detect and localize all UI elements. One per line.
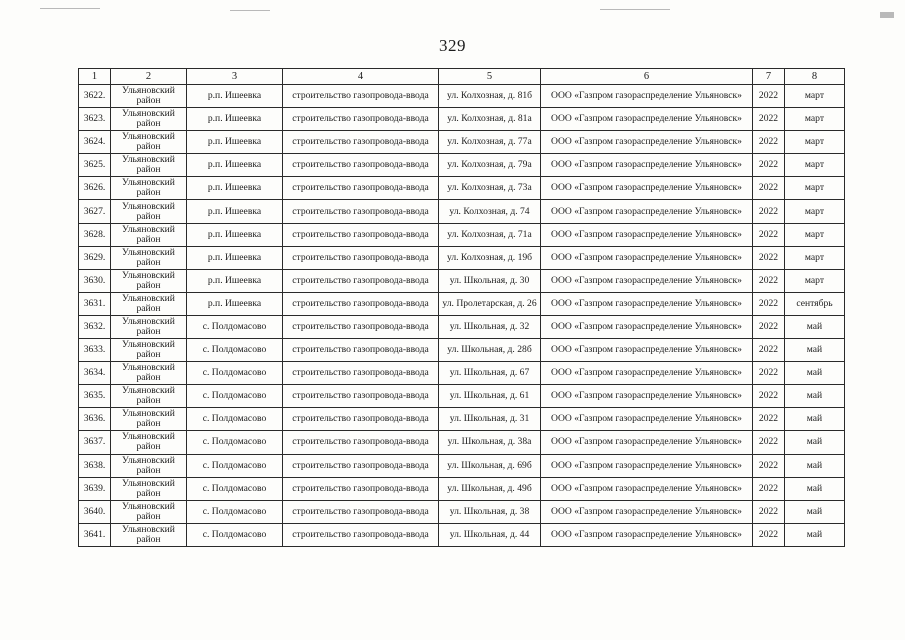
row-number-cell: 3622. — [79, 85, 111, 108]
year-cell: 2022 — [753, 315, 785, 338]
header-row — [79, 69, 845, 85]
table-row — [79, 500, 845, 523]
year-cell: 2022 — [753, 500, 785, 523]
year-cell: 2022 — [753, 362, 785, 385]
district-cell: Ульяновский район — [111, 246, 187, 269]
address-cell: ул. Школьная, д. 69б — [439, 454, 541, 477]
locality-cell: с. Полдомасово — [187, 477, 283, 500]
address-cell: ул. Колхозная, д. 77а — [439, 131, 541, 154]
table-body — [79, 85, 845, 547]
address-cell: ул. Школьная, д. 61 — [439, 385, 541, 408]
table-row — [79, 200, 845, 223]
year-cell: 2022 — [753, 408, 785, 431]
month-cell: март — [785, 131, 845, 154]
row-number-cell: 3629. — [79, 246, 111, 269]
work-type-cell: строительство газопровода-ввода — [283, 408, 439, 431]
month-cell: май — [785, 431, 845, 454]
month-cell: март — [785, 223, 845, 246]
column-header: 6 — [541, 69, 753, 85]
table-row — [79, 477, 845, 500]
year-cell: 2022 — [753, 431, 785, 454]
work-type-cell: строительство газопровода-ввода — [283, 477, 439, 500]
month-cell: март — [785, 85, 845, 108]
register-table — [78, 68, 845, 547]
table-row — [79, 362, 845, 385]
column-header: 7 — [753, 69, 785, 85]
organization-cell: ООО «Газпром газораспределение Ульяновск» — [541, 408, 753, 431]
row-number-cell: 3626. — [79, 177, 111, 200]
year-cell: 2022 — [753, 108, 785, 131]
organization-cell: ООО «Газпром газораспределение Ульяновск» — [541, 85, 753, 108]
year-cell: 2022 — [753, 385, 785, 408]
year-cell: 2022 — [753, 85, 785, 108]
locality-cell: р.п. Ишеевка — [187, 108, 283, 131]
month-cell: март — [785, 269, 845, 292]
work-type-cell: строительство газопровода-ввода — [283, 223, 439, 246]
district-cell: Ульяновский район — [111, 431, 187, 454]
address-cell: ул. Школьная, д. 49б — [439, 477, 541, 500]
address-cell: ул. Школьная, д. 38а — [439, 431, 541, 454]
district-cell: Ульяновский район — [111, 500, 187, 523]
table-row — [79, 269, 845, 292]
month-cell: март — [785, 108, 845, 131]
district-cell: Ульяновский район — [111, 269, 187, 292]
table-row — [79, 108, 845, 131]
year-cell: 2022 — [753, 292, 785, 315]
work-type-cell: строительство газопровода-ввода — [283, 108, 439, 131]
district-cell: Ульяновский район — [111, 292, 187, 315]
table-row — [79, 454, 845, 477]
address-cell: ул. Школьная, д. 38 — [439, 500, 541, 523]
district-cell: Ульяновский район — [111, 131, 187, 154]
page-number: 329 — [439, 36, 466, 55]
district-cell: Ульяновский район — [111, 315, 187, 338]
address-cell: ул. Колхозная, д. 81б — [439, 85, 541, 108]
district-cell: Ульяновский район — [111, 108, 187, 131]
month-cell: сентябрь — [785, 292, 845, 315]
table-row — [79, 385, 845, 408]
work-type-cell: строительство газопровода-ввода — [283, 339, 439, 362]
year-cell: 2022 — [753, 223, 785, 246]
column-header: 1 — [79, 69, 111, 85]
table-row — [79, 223, 845, 246]
address-cell: ул. Колхозная, д. 79а — [439, 154, 541, 177]
locality-cell: р.п. Ишеевка — [187, 154, 283, 177]
column-header: 3 — [187, 69, 283, 85]
locality-cell: р.п. Ишеевка — [187, 246, 283, 269]
locality-cell: с. Полдомасово — [187, 385, 283, 408]
row-number-cell: 3623. — [79, 108, 111, 131]
column-header: 4 — [283, 69, 439, 85]
locality-cell: р.п. Ишеевка — [187, 85, 283, 108]
row-number-cell: 3638. — [79, 454, 111, 477]
district-cell: Ульяновский район — [111, 339, 187, 362]
work-type-cell: строительство газопровода-ввода — [283, 246, 439, 269]
district-cell: Ульяновский район — [111, 223, 187, 246]
month-cell: май — [785, 385, 845, 408]
row-number-cell: 3625. — [79, 154, 111, 177]
year-cell: 2022 — [753, 131, 785, 154]
locality-cell: р.п. Ишеевка — [187, 131, 283, 154]
column-header: 8 — [785, 69, 845, 85]
organization-cell: ООО «Газпром газораспределение Ульяновск» — [541, 431, 753, 454]
work-type-cell: строительство газопровода-ввода — [283, 385, 439, 408]
address-cell: ул. Колхозная, д. 81а — [439, 108, 541, 131]
work-type-cell: строительство газопровода-ввода — [283, 131, 439, 154]
row-number-cell: 3628. — [79, 223, 111, 246]
district-cell: Ульяновский район — [111, 454, 187, 477]
address-cell: ул. Пролетарская, д. 26 — [439, 292, 541, 315]
organization-cell: ООО «Газпром газораспределение Ульяновск» — [541, 454, 753, 477]
row-number-cell: 3632. — [79, 315, 111, 338]
locality-cell: с. Полдомасово — [187, 431, 283, 454]
organization-cell: ООО «Газпром газораспределение Ульяновск» — [541, 477, 753, 500]
work-type-cell: строительство газопровода-ввода — [283, 269, 439, 292]
table-row — [79, 408, 845, 431]
table-row — [79, 246, 845, 269]
row-number-cell: 3624. — [79, 131, 111, 154]
table-row — [79, 431, 845, 454]
address-cell: ул. Колхозная, д. 73а — [439, 177, 541, 200]
column-header: 5 — [439, 69, 541, 85]
row-number-cell: 3639. — [79, 477, 111, 500]
address-cell: ул. Колхозная, д. 19б — [439, 246, 541, 269]
month-cell: май — [785, 523, 845, 546]
table-row — [79, 85, 845, 108]
year-cell: 2022 — [753, 454, 785, 477]
row-number-cell: 3640. — [79, 500, 111, 523]
month-cell: март — [785, 177, 845, 200]
row-number-cell: 3627. — [79, 200, 111, 223]
work-type-cell: строительство газопровода-ввода — [283, 454, 439, 477]
month-cell: май — [785, 362, 845, 385]
locality-cell: р.п. Ишеевка — [187, 200, 283, 223]
locality-cell: с. Полдомасово — [187, 454, 283, 477]
district-cell: Ульяновский район — [111, 154, 187, 177]
month-cell: май — [785, 500, 845, 523]
month-cell: май — [785, 315, 845, 338]
address-cell: ул. Школьная, д. 67 — [439, 362, 541, 385]
month-cell: май — [785, 477, 845, 500]
address-cell: ул. Колхозная, д. 71а — [439, 223, 541, 246]
address-cell: ул. Школьная, д. 28б — [439, 339, 541, 362]
table-row — [79, 523, 845, 546]
year-cell: 2022 — [753, 154, 785, 177]
table-row — [79, 177, 845, 200]
organization-cell: ООО «Газпром газораспределение Ульяновск» — [541, 246, 753, 269]
month-cell: май — [785, 454, 845, 477]
district-cell: Ульяновский район — [111, 385, 187, 408]
table-row — [79, 315, 845, 338]
row-number-cell: 3630. — [79, 269, 111, 292]
work-type-cell: строительство газопровода-ввода — [283, 85, 439, 108]
year-cell: 2022 — [753, 246, 785, 269]
row-number-cell: 3635. — [79, 385, 111, 408]
locality-cell: с. Полдомасово — [187, 315, 283, 338]
month-cell: май — [785, 408, 845, 431]
organization-cell: ООО «Газпром газораспределение Ульяновск» — [541, 108, 753, 131]
locality-cell: с. Полдомасово — [187, 500, 283, 523]
work-type-cell: строительство газопровода-ввода — [283, 431, 439, 454]
row-number-cell: 3633. — [79, 339, 111, 362]
district-cell: Ульяновский район — [111, 408, 187, 431]
locality-cell: с. Полдомасово — [187, 523, 283, 546]
row-number-cell: 3631. — [79, 292, 111, 315]
table-row — [79, 339, 845, 362]
address-cell: ул. Школьная, д. 31 — [439, 408, 541, 431]
organization-cell: ООО «Газпром газораспределение Ульяновск» — [541, 385, 753, 408]
organization-cell: ООО «Газпром газораспределение Ульяновск» — [541, 315, 753, 338]
locality-cell: р.п. Ишеевка — [187, 269, 283, 292]
district-cell: Ульяновский район — [111, 523, 187, 546]
locality-cell: р.п. Ишеевка — [187, 223, 283, 246]
organization-cell: ООО «Газпром газораспределение Ульяновск» — [541, 154, 753, 177]
address-cell: ул. Школьная, д. 44 — [439, 523, 541, 546]
table-row — [79, 154, 845, 177]
organization-cell: ООО «Газпром газораспределение Ульяновск» — [541, 269, 753, 292]
work-type-cell: строительство газопровода-ввода — [283, 177, 439, 200]
address-cell: ул. Школьная, д. 30 — [439, 269, 541, 292]
organization-cell: ООО «Газпром газораспределение Ульяновск» — [541, 131, 753, 154]
month-cell: март — [785, 246, 845, 269]
row-number-cell: 3637. — [79, 431, 111, 454]
table-row — [79, 292, 845, 315]
row-number-cell: 3641. — [79, 523, 111, 546]
district-cell: Ульяновский район — [111, 362, 187, 385]
locality-cell: с. Полдомасово — [187, 408, 283, 431]
year-cell: 2022 — [753, 177, 785, 200]
address-cell: ул. Школьная, д. 32 — [439, 315, 541, 338]
district-cell: Ульяновский район — [111, 477, 187, 500]
organization-cell: ООО «Газпром газораспределение Ульяновск» — [541, 500, 753, 523]
table-row — [79, 131, 845, 154]
month-cell: май — [785, 339, 845, 362]
district-cell: Ульяновский район — [111, 200, 187, 223]
organization-cell: ООО «Газпром газораспределение Ульяновск» — [541, 177, 753, 200]
year-cell: 2022 — [753, 477, 785, 500]
district-cell: Ульяновский район — [111, 177, 187, 200]
work-type-cell: строительство газопровода-ввода — [283, 523, 439, 546]
work-type-cell: строительство газопровода-ввода — [283, 200, 439, 223]
organization-cell: ООО «Газпром газораспределение Ульяновск» — [541, 362, 753, 385]
address-cell: ул. Колхозная, д. 74 — [439, 200, 541, 223]
year-cell: 2022 — [753, 269, 785, 292]
month-cell: март — [785, 200, 845, 223]
work-type-cell: строительство газопровода-ввода — [283, 362, 439, 385]
locality-cell: с. Полдомасово — [187, 339, 283, 362]
organization-cell: ООО «Газпром газораспределение Ульяновск» — [541, 292, 753, 315]
work-type-cell: строительство газопровода-ввода — [283, 315, 439, 338]
row-number-cell: 3636. — [79, 408, 111, 431]
row-number-cell: 3634. — [79, 362, 111, 385]
work-type-cell: строительство газопровода-ввода — [283, 292, 439, 315]
locality-cell: р.п. Ишеевка — [187, 292, 283, 315]
column-header: 2 — [111, 69, 187, 85]
organization-cell: ООО «Газпром газораспределение Ульяновск» — [541, 339, 753, 362]
organization-cell: ООО «Газпром газораспределение Ульяновск» — [541, 523, 753, 546]
month-cell: март — [785, 154, 845, 177]
organization-cell: ООО «Газпром газораспределение Ульяновск» — [541, 223, 753, 246]
locality-cell: с. Полдомасово — [187, 362, 283, 385]
year-cell: 2022 — [753, 200, 785, 223]
work-type-cell: строительство газопровода-ввода — [283, 154, 439, 177]
year-cell: 2022 — [753, 339, 785, 362]
work-type-cell: строительство газопровода-ввода — [283, 500, 439, 523]
year-cell: 2022 — [753, 523, 785, 546]
district-cell: Ульяновский район — [111, 85, 187, 108]
locality-cell: р.п. Ишеевка — [187, 177, 283, 200]
organization-cell: ООО «Газпром газораспределение Ульяновск» — [541, 200, 753, 223]
